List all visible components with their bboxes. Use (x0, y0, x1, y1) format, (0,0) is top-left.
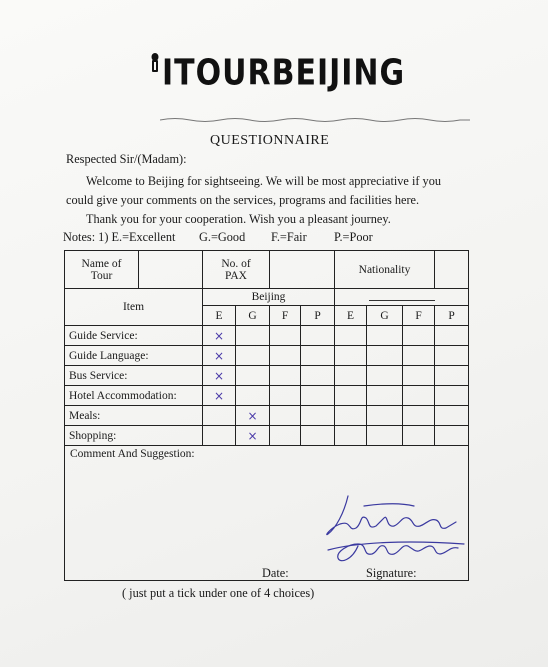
note-fair: F.=Fair (271, 230, 307, 244)
rating-cell[interactable] (403, 346, 435, 366)
rating-cell[interactable] (270, 346, 301, 366)
rating-cell[interactable] (236, 386, 270, 406)
signature-label: Signature: (366, 566, 417, 580)
note-excellent: Notes: 1) E.=Excellent (63, 230, 176, 244)
nationality-label: Nationality (335, 251, 435, 289)
notes-legend (63, 230, 175, 245)
row-label: Meals: (65, 406, 203, 426)
rating-cell[interactable] (367, 386, 403, 406)
note-poor: P.=Poor (334, 230, 373, 244)
rating-cell[interactable] (270, 326, 301, 346)
table-row (65, 426, 469, 446)
pax-label-cell (203, 251, 270, 289)
rating-cell[interactable] (367, 406, 403, 426)
row-label: Shopping: (65, 426, 203, 446)
nationality-value-cell[interactable] (435, 251, 469, 289)
note-good: G.=Good (199, 230, 246, 244)
pax-label-line1: No. of (221, 257, 251, 270)
rating-cell[interactable] (435, 346, 469, 366)
row-label: Bus Service: (65, 366, 203, 386)
rating-header-f-2: F (403, 306, 435, 326)
tour-name-value-cell[interactable] (139, 251, 203, 289)
rating-header-g-2: G (367, 306, 403, 326)
rating-cell[interactable] (367, 346, 403, 366)
rating-cell[interactable] (301, 426, 335, 446)
date-label: Date: (262, 566, 289, 580)
rating-cell[interactable] (435, 426, 469, 446)
rating-cell[interactable] (270, 406, 301, 426)
rating-cell[interactable]: × (236, 426, 270, 446)
salutation: Respected Sir/(Madam): (66, 152, 187, 166)
rating-cell[interactable] (236, 346, 270, 366)
rating-cell[interactable]: × (203, 366, 236, 386)
rating-cell[interactable]: × (236, 406, 270, 426)
footnote: ( just put a tick under one of 4 choices) (122, 586, 315, 600)
rating-cell[interactable] (335, 326, 367, 346)
pax-value-cell[interactable] (270, 251, 335, 289)
decorative-divider (160, 117, 470, 123)
rating-cell[interactable] (335, 426, 367, 446)
city-header-beijing: Beijing (203, 289, 335, 306)
rating-cell[interactable] (435, 366, 469, 386)
tour-label-line2: Tour (90, 269, 113, 282)
table-row (65, 386, 469, 406)
rating-cell[interactable] (367, 366, 403, 386)
rating-cell[interactable] (403, 386, 435, 406)
rating-cell[interactable] (301, 366, 335, 386)
pax-label-line2: PAX (225, 269, 247, 282)
city-header-blank (335, 289, 469, 306)
rating-cell[interactable]: × (203, 386, 236, 406)
rating-cell[interactable] (301, 386, 335, 406)
rating-cell[interactable] (367, 326, 403, 346)
table-row (65, 406, 469, 426)
rating-cell[interactable] (403, 426, 435, 446)
rating-cell[interactable] (335, 386, 367, 406)
rating-cell[interactable] (203, 406, 236, 426)
rating-cell[interactable] (335, 346, 367, 366)
rating-cell[interactable] (301, 346, 335, 366)
table-row (65, 346, 469, 366)
rating-header-p-2: P (435, 306, 469, 326)
comment-label: Comment And Suggestion: (70, 448, 195, 460)
rating-header-f: F (270, 306, 301, 326)
rating-cell[interactable] (270, 386, 301, 406)
rating-cell[interactable] (403, 326, 435, 346)
rating-cell[interactable] (435, 406, 469, 426)
keyhole-emblem-icon (150, 52, 160, 74)
rating-cell[interactable] (236, 366, 270, 386)
rating-cell[interactable] (301, 326, 335, 346)
item-header: Item (65, 289, 203, 326)
rating-cell[interactable] (435, 326, 469, 346)
tour-name-label-cell (65, 251, 139, 289)
rating-cell[interactable] (403, 366, 435, 386)
intro-line-1: Welcome to Beijing for sightseeing. We will be most appreciative if you (86, 174, 441, 188)
rating-cell[interactable] (270, 426, 301, 446)
rating-header-e-2: E (335, 306, 367, 326)
thanks-line: Thank you for your cooperation. Wish you a pleasant journey. (86, 212, 391, 226)
brand-logo: ITOURBEIJING (162, 52, 406, 94)
rating-header-g: G (236, 306, 270, 326)
rating-cell[interactable] (335, 406, 367, 426)
rating-cell[interactable] (367, 426, 403, 446)
rating-cell[interactable]: × (203, 346, 236, 366)
row-label: Guide Service: (65, 326, 203, 346)
rating-header-p: P (301, 306, 335, 326)
rating-cell[interactable] (270, 366, 301, 386)
handwritten-signature (318, 488, 468, 568)
intro-line-2: could give your comments on the services, programs and facilities here. (66, 193, 420, 207)
tour-label-line1: Name of (81, 257, 122, 270)
rating-cell[interactable] (403, 406, 435, 426)
rating-cell[interactable] (203, 426, 236, 446)
rating-cell[interactable] (435, 386, 469, 406)
rating-cell[interactable] (236, 326, 270, 346)
table-row (65, 366, 469, 386)
rating-cell[interactable] (335, 366, 367, 386)
table-row (65, 326, 469, 346)
row-label: Hotel Accommodation: (65, 386, 203, 406)
row-label: Guide Language: (65, 346, 203, 366)
rating-header-e: E (203, 306, 236, 326)
page-title: QUESTIONNAIRE (210, 133, 330, 148)
rating-cell[interactable]: × (203, 326, 236, 346)
rating-cell[interactable] (301, 406, 335, 426)
